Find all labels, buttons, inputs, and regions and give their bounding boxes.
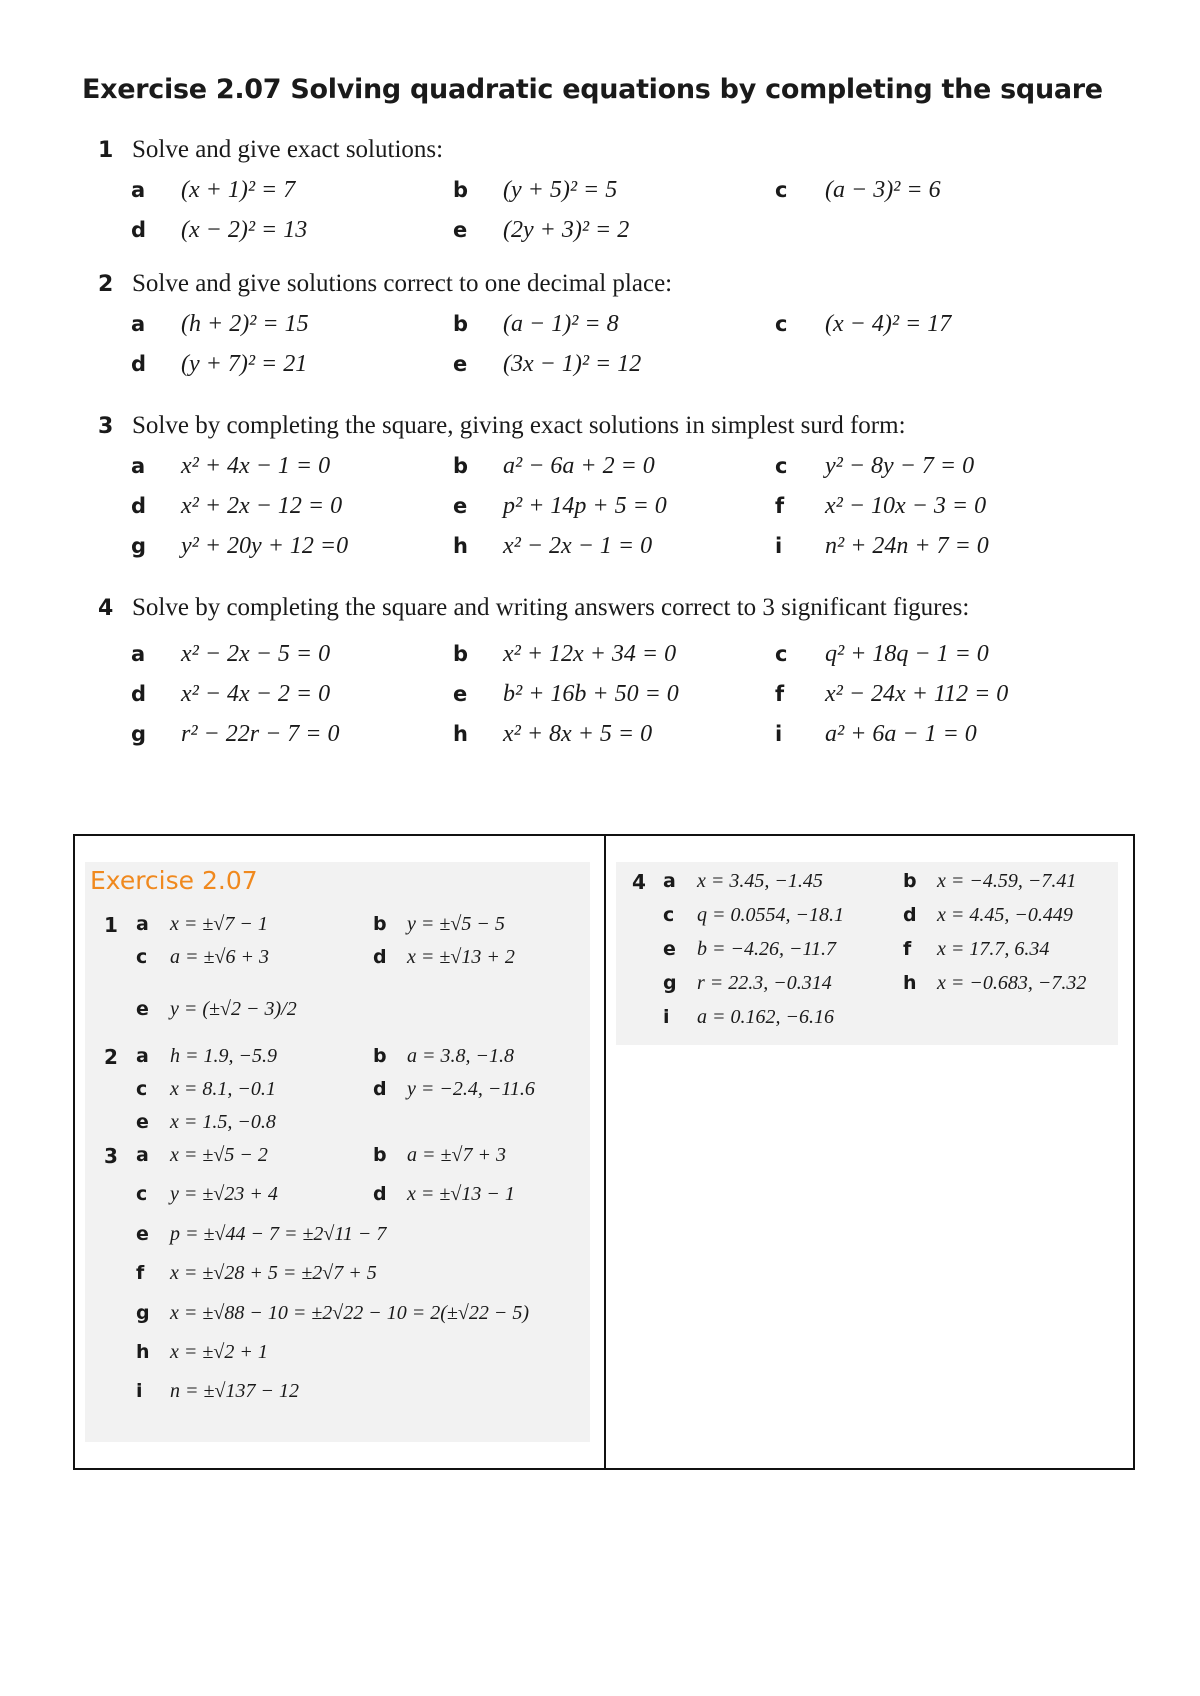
answer-item bbox=[136, 1380, 299, 1403]
answer-label: d bbox=[373, 1183, 387, 1205]
answer-item bbox=[373, 1078, 535, 1101]
question-part bbox=[131, 681, 330, 708]
answer-item bbox=[136, 1045, 277, 1068]
answer-value: x = −0.683, −7.32 bbox=[937, 972, 1087, 994]
question-text: Solve by completing the square, giving exact solutions in simplest surd form: bbox=[132, 412, 906, 439]
part-label: a bbox=[131, 454, 146, 478]
answer-number: 4 bbox=[632, 870, 646, 894]
question-2-prompt bbox=[98, 270, 672, 298]
answer-label: c bbox=[663, 904, 675, 926]
question-part bbox=[775, 533, 989, 560]
answer-label: d bbox=[373, 946, 387, 968]
equation: (3x − 1)² = 12 bbox=[503, 351, 642, 377]
answer-item bbox=[373, 1144, 506, 1167]
answer-item bbox=[663, 904, 844, 927]
question-part bbox=[453, 217, 629, 244]
answer-item bbox=[136, 998, 297, 1021]
answer-item bbox=[136, 1144, 268, 1167]
answer-value: y = ±√5 − 5 bbox=[407, 913, 505, 935]
answer-label: a bbox=[136, 1144, 149, 1166]
part-label: b bbox=[453, 642, 469, 666]
question-part bbox=[775, 453, 974, 480]
answer-label: f bbox=[903, 938, 912, 960]
part-label: b bbox=[453, 312, 469, 336]
equation: x² + 12x + 34 = 0 bbox=[503, 641, 677, 667]
question-part bbox=[453, 177, 617, 204]
equation: a² + 6a − 1 = 0 bbox=[825, 721, 977, 747]
answer-label: b bbox=[373, 1144, 387, 1166]
equation: n² + 24n + 7 = 0 bbox=[825, 533, 989, 559]
equation: q² + 18q − 1 = 0 bbox=[825, 641, 989, 667]
question-4-prompt bbox=[98, 594, 969, 622]
answer-item bbox=[136, 913, 268, 936]
answer-label: i bbox=[663, 1006, 670, 1028]
part-label: c bbox=[775, 178, 788, 202]
answer-label: a bbox=[663, 870, 676, 892]
equation: a² − 6a + 2 = 0 bbox=[503, 453, 655, 479]
question-part bbox=[131, 453, 330, 480]
answer-label: c bbox=[136, 1078, 148, 1100]
answer-item bbox=[663, 972, 832, 995]
answer-item bbox=[136, 1183, 278, 1206]
answer-number: 2 bbox=[104, 1045, 118, 1069]
equation: (a − 1)² = 8 bbox=[503, 311, 619, 337]
part-label: e bbox=[453, 352, 468, 376]
part-label: h bbox=[453, 534, 468, 558]
question-text: Solve and give exact solutions: bbox=[132, 136, 444, 163]
part-label: h bbox=[453, 722, 468, 746]
part-label: g bbox=[131, 534, 147, 558]
answer-value: x = ±√13 − 1 bbox=[407, 1183, 515, 1205]
answer-label: d bbox=[903, 904, 917, 926]
answer-value: b = −4.26, −11.7 bbox=[697, 938, 837, 960]
answer-value: x = 17.7, 6.34 bbox=[937, 938, 1050, 960]
answer-item bbox=[136, 1341, 268, 1364]
answer-label: c bbox=[136, 946, 148, 968]
answer-value: x = ±√13 + 2 bbox=[407, 946, 515, 968]
answer-item bbox=[373, 946, 515, 969]
question-part bbox=[453, 721, 652, 748]
question-part bbox=[131, 217, 307, 244]
answer-value: a = 0.162, −6.16 bbox=[697, 1006, 834, 1028]
question-part bbox=[131, 177, 295, 204]
part-label: b bbox=[453, 178, 469, 202]
answer-value: y = (±√2 − 3)/2 bbox=[170, 998, 297, 1020]
answer-value: x = 4.45, −0.449 bbox=[937, 904, 1073, 926]
equation: x² − 2x − 1 = 0 bbox=[503, 533, 653, 559]
answer-item bbox=[663, 1006, 834, 1029]
question-number: 3 bbox=[98, 414, 114, 439]
answer-value: x = 8.1, −0.1 bbox=[170, 1078, 276, 1100]
part-label: g bbox=[131, 722, 147, 746]
part-label: d bbox=[131, 218, 147, 242]
part-label: b bbox=[453, 454, 469, 478]
part-label: a bbox=[131, 178, 146, 202]
answer-item bbox=[136, 946, 269, 969]
equation: (x − 2)² = 13 bbox=[181, 217, 308, 243]
question-part bbox=[131, 493, 342, 520]
answer-label: c bbox=[136, 1183, 148, 1205]
answer-label: b bbox=[373, 913, 387, 935]
question-part bbox=[453, 533, 652, 560]
question-part bbox=[131, 533, 348, 560]
part-label: e bbox=[453, 218, 468, 242]
answer-item bbox=[136, 1111, 276, 1134]
question-number: 2 bbox=[98, 272, 114, 297]
equation: x² + 8x + 5 = 0 bbox=[503, 721, 653, 747]
part-label: e bbox=[453, 682, 468, 706]
answer-value: a = ±√7 + 3 bbox=[407, 1144, 506, 1166]
answer-label: f bbox=[136, 1262, 145, 1284]
answer-item bbox=[903, 938, 1049, 961]
part-label: a bbox=[131, 642, 146, 666]
equation: (y + 5)² = 5 bbox=[503, 177, 618, 203]
equation: y² − 8y − 7 = 0 bbox=[825, 453, 975, 479]
answer-item bbox=[136, 1078, 276, 1101]
answer-label: e bbox=[136, 1223, 149, 1245]
equation: x² − 2x − 5 = 0 bbox=[181, 641, 331, 667]
answer-number: 1 bbox=[104, 913, 118, 937]
equation: x² − 4x − 2 = 0 bbox=[181, 681, 331, 707]
part-label: d bbox=[131, 352, 147, 376]
answer-label: d bbox=[373, 1078, 387, 1100]
answer-value: n = ±√137 − 12 bbox=[170, 1380, 299, 1402]
part-label: a bbox=[131, 312, 146, 336]
question-part bbox=[775, 311, 951, 338]
answer-label: a bbox=[136, 913, 149, 935]
part-label: f bbox=[775, 494, 785, 518]
answer-item bbox=[663, 870, 823, 893]
question-part bbox=[775, 721, 977, 748]
equation: (2y + 3)² = 2 bbox=[503, 217, 630, 243]
exercise-title: Exercise 2.07 Solving quadratic equations by completing the square bbox=[82, 74, 1103, 105]
equation: p² + 14p + 5 = 0 bbox=[503, 493, 667, 519]
question-part bbox=[453, 641, 676, 668]
question-part bbox=[775, 641, 989, 668]
question-number: 1 bbox=[98, 138, 114, 163]
answer-value: x = ±√28 + 5 = ±2√7 + 5 bbox=[170, 1262, 377, 1284]
equation: r² − 22r − 7 = 0 bbox=[181, 721, 340, 747]
answer-item bbox=[373, 913, 505, 936]
equation: b² + 16b + 50 = 0 bbox=[503, 681, 679, 707]
answer-label: e bbox=[663, 938, 676, 960]
answer-label: g bbox=[663, 972, 677, 994]
answers-title: Exercise 2.07 bbox=[90, 866, 258, 895]
part-label: e bbox=[453, 494, 468, 518]
part-label: d bbox=[131, 682, 147, 706]
answer-item bbox=[373, 1183, 515, 1206]
equation: x² − 24x + 112 = 0 bbox=[825, 681, 1009, 707]
part-label: i bbox=[775, 534, 783, 558]
question-part bbox=[775, 681, 1008, 708]
answer-value: x = 1.5, −0.8 bbox=[170, 1111, 276, 1133]
question-part bbox=[453, 351, 641, 378]
equation: x² − 10x − 3 = 0 bbox=[825, 493, 987, 519]
answer-value: a = 3.8, −1.8 bbox=[407, 1045, 514, 1067]
question-part bbox=[775, 493, 986, 520]
answer-value: x = 3.45, −1.45 bbox=[697, 870, 823, 892]
answer-item bbox=[903, 904, 1073, 927]
answer-label: b bbox=[903, 870, 917, 892]
equation: (a − 3)² = 6 bbox=[825, 177, 941, 203]
answer-label: b bbox=[373, 1045, 387, 1067]
part-label: c bbox=[775, 454, 788, 478]
question-text: Solve by completing the square and writing answers correct to 3 significant figures: bbox=[132, 594, 970, 621]
question-text: Solve and give solutions correct to one decimal place: bbox=[132, 270, 673, 297]
part-label: d bbox=[131, 494, 147, 518]
answer-label: h bbox=[903, 972, 917, 994]
equation: (h + 2)² = 15 bbox=[181, 311, 309, 337]
equation: (x + 1)² = 7 bbox=[181, 177, 296, 203]
answer-label: i bbox=[136, 1380, 143, 1402]
answer-item bbox=[136, 1262, 377, 1285]
question-part bbox=[775, 177, 941, 204]
part-label: c bbox=[775, 642, 788, 666]
question-part bbox=[453, 493, 667, 520]
question-part bbox=[131, 641, 330, 668]
question-part bbox=[131, 311, 309, 338]
answer-item bbox=[136, 1302, 529, 1325]
answer-label: h bbox=[136, 1341, 150, 1363]
part-label: c bbox=[775, 312, 788, 336]
answer-label: a bbox=[136, 1045, 149, 1067]
answer-value: x = ±√88 − 10 = ±2√22 − 10 = 2(±√22 − 5) bbox=[170, 1302, 530, 1324]
answer-value: x = ±√5 − 2 bbox=[170, 1144, 268, 1166]
part-label: f bbox=[775, 682, 785, 706]
equation: (y + 7)² = 21 bbox=[181, 351, 308, 377]
answer-value: x = ±√7 − 1 bbox=[170, 913, 268, 935]
answer-label: e bbox=[136, 1111, 149, 1133]
answer-label: e bbox=[136, 998, 149, 1020]
answer-value: x = −4.59, −7.41 bbox=[937, 870, 1077, 892]
answer-value: r = 22.3, −0.314 bbox=[697, 972, 832, 994]
answer-value: a = ±√6 + 3 bbox=[170, 946, 269, 968]
answer-value: q = 0.0554, −18.1 bbox=[697, 904, 844, 926]
question-3-prompt bbox=[98, 412, 906, 440]
answer-number: 3 bbox=[104, 1144, 118, 1168]
answer-item bbox=[373, 1045, 514, 1068]
equation: x² + 2x − 12 = 0 bbox=[181, 493, 343, 519]
answer-value: x = ±√2 + 1 bbox=[170, 1341, 268, 1363]
answer-item bbox=[136, 1223, 386, 1246]
equation: y² + 20y + 12 =0 bbox=[181, 533, 349, 559]
answer-item bbox=[903, 972, 1086, 995]
question-number: 4 bbox=[98, 596, 114, 621]
answer-value: y = −2.4, −11.6 bbox=[407, 1078, 535, 1100]
question-part bbox=[131, 351, 307, 378]
answer-value: h = 1.9, −5.9 bbox=[170, 1045, 277, 1067]
answer-item bbox=[663, 938, 836, 961]
equation: (x − 4)² = 17 bbox=[825, 311, 952, 337]
question-1-prompt bbox=[98, 136, 443, 164]
answer-value: p = ±√44 − 7 = ±2√11 − 7 bbox=[170, 1223, 387, 1245]
question-part bbox=[453, 681, 679, 708]
part-label: i bbox=[775, 722, 783, 746]
answer-label: g bbox=[136, 1302, 150, 1324]
question-part bbox=[453, 453, 655, 480]
question-part bbox=[131, 721, 339, 748]
column-divider bbox=[604, 834, 606, 1470]
answer-item bbox=[903, 870, 1076, 893]
answer-value: y = ±√23 + 4 bbox=[170, 1183, 278, 1205]
question-part bbox=[453, 311, 619, 338]
equation: x² + 4x − 1 = 0 bbox=[181, 453, 331, 479]
